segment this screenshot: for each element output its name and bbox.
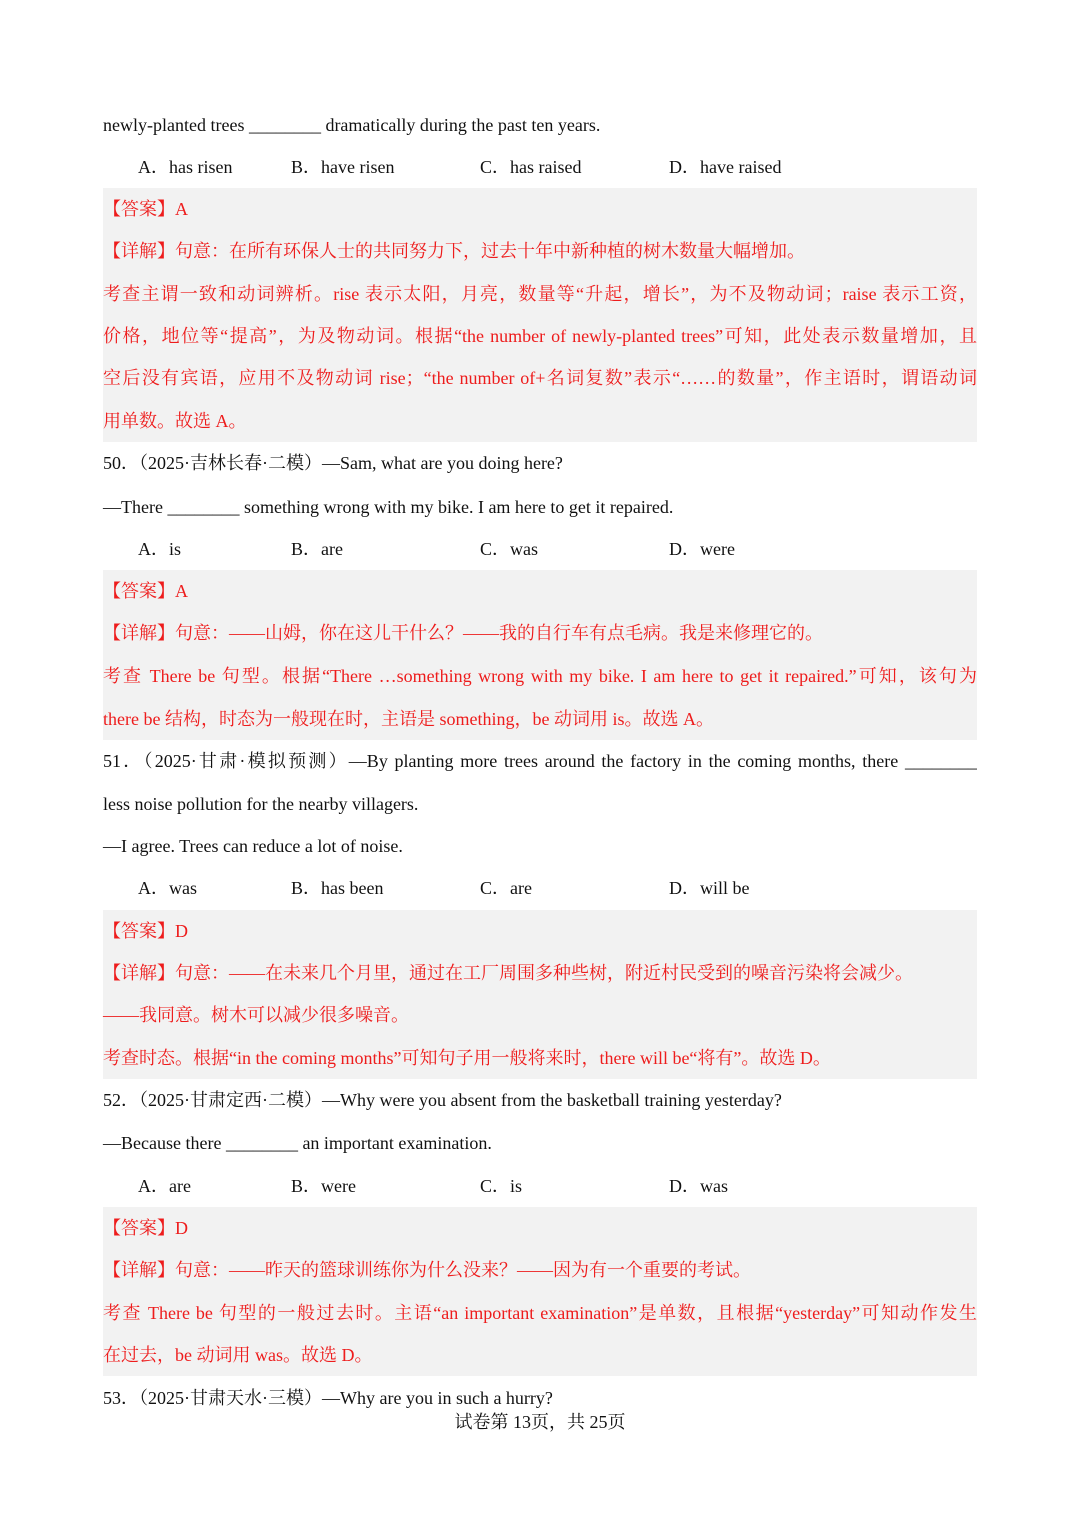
- explanation-line: 考查主谓一致和动词辨析。rise 表示太阳，月亮，数量等“升起，增长”，为不及物动词；raise 表示工资，: [103, 284, 977, 304]
- question-text-line: 50．（2025·吉林长春·二模）—Sam, what are you doing here?: [103, 453, 563, 473]
- explanation-line: there be 结构，时态为一般现在时，主语是 something，be 动词用 is。故选 A。: [103, 709, 714, 729]
- explanation-line: 空后没有宾语，应用不及物动词 rise；“the number of+名词复数”表示“……的数量”，作主语时，谓语动词: [103, 368, 977, 388]
- option-c: C．was: [480, 539, 538, 559]
- option-d: D．have raised: [669, 157, 782, 177]
- option-b: B．were: [291, 1176, 356, 1196]
- option-c: C．are: [480, 878, 532, 898]
- option-d: D．was: [669, 1176, 728, 1196]
- option-b: B．has been: [291, 878, 384, 898]
- option-c: C．is: [480, 1176, 523, 1196]
- explanation-line: 在过去，be 动词用 was。故选 D。: [103, 1345, 373, 1365]
- explanation-line: ——我同意。树木可以减少很多噪音。: [103, 1005, 409, 1025]
- question-text-line: —Because there ________ an important examination.: [103, 1133, 492, 1153]
- answer-line: 【答案】D: [103, 921, 188, 941]
- explanation-line: 考查 There be 句型的一般过去时。主语“an important examination”是单数，且根据“yesterday”可知动作发生: [103, 1303, 977, 1323]
- option-b: B．are: [291, 539, 343, 559]
- answer-line: 【答案】A: [103, 199, 188, 219]
- option-a: A．has risen: [138, 157, 233, 177]
- page-footer: 试卷第 13页，共 25页: [454, 1412, 626, 1432]
- option-b: B．have risen: [291, 157, 395, 177]
- question-text-line: newly-planted trees ________ dramatically during the past ten years.: [103, 115, 601, 135]
- explanation-line: 考查 There be 句型。根据“There …something wrong with my bike. I am here to get it repaired.”可知，该句为: [103, 666, 977, 686]
- question-text-line: —There ________ something wrong with my bike. I am here to get it repaired.: [103, 497, 674, 517]
- explanation-line: 【详解】句意：——山姆，你在这儿干什么？——我的自行车有点毛病。我是来修理它的。: [103, 623, 823, 643]
- option-a: A．is: [138, 539, 182, 559]
- explanation-line: 【详解】句意：——昨天的篮球训练你为什么没来？——因为有一个重要的考试。: [103, 1260, 751, 1280]
- answer-explanation-box: [103, 188, 977, 442]
- explanation-line: 考查时态。根据“in the coming months”可知句子用一般将来时，there will be“将有”。故选 D。: [103, 1048, 831, 1068]
- option-c: C．has raised: [480, 157, 582, 177]
- answer-line: 【答案】D: [103, 1218, 188, 1238]
- option-a: A．was: [138, 878, 197, 898]
- answer-line: 【答案】A: [103, 581, 188, 601]
- explanation-line: 价格，地位等“提高”，为及物动词。根据“the number of newly-planted trees”可知，此处表示数量增加，且: [103, 326, 977, 346]
- question-text-line: 53．（2025·甘肃天水·三模）—Why are you in such a hurry?: [103, 1388, 553, 1408]
- option-d: D．were: [669, 539, 735, 559]
- explanation-line: 【详解】句意：在所有环保人士的共同努力下，过去十年中新种植的树木数量大幅增加。: [103, 241, 805, 261]
- option-d: D．will be: [669, 878, 750, 898]
- question-text-line: less noise pollution for the nearby villagers.: [103, 794, 419, 814]
- question-text-line: 52．（2025·甘肃定西·二模）—Why were you absent from the basketball training yesterday?: [103, 1090, 782, 1110]
- explanation-line: 【详解】句意：——在未来几个月里，通过在工厂周围多种些树，附近村民受到的噪音污染将会减少。: [103, 963, 913, 983]
- option-a: A．are: [138, 1176, 191, 1196]
- question-text-line: —I agree. Trees can reduce a lot of noise.: [103, 836, 403, 856]
- explanation-line: 用单数。故选 A。: [103, 411, 247, 431]
- question-text-line: 51．（2025·甘肃·模拟预测）—By planting more trees around the factory in the coming months, there ________: [103, 751, 977, 771]
